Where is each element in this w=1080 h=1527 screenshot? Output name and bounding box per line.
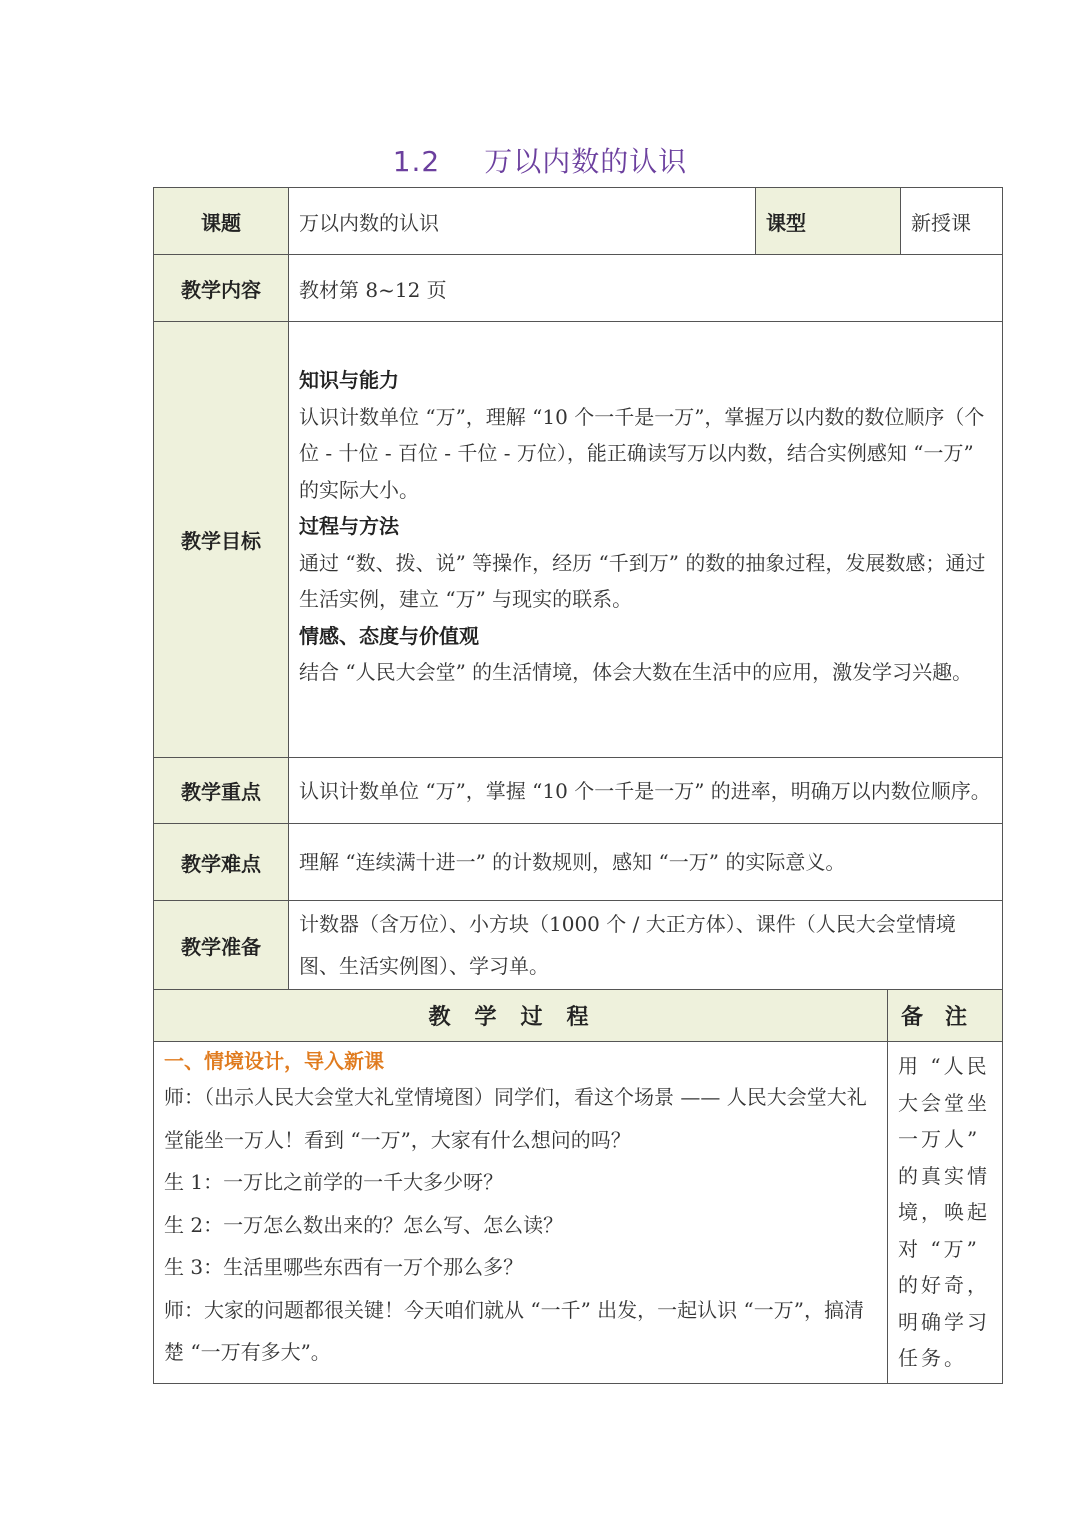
process-line: 生 3：生活里哪些东西有一万个那么多？ xyxy=(164,1255,524,1279)
goal-heading-process: 过程与方法 xyxy=(299,514,399,538)
type-label: 课型 xyxy=(756,188,901,255)
key-label: 教学重点 xyxy=(154,758,289,824)
difficult-label: 教学难点 xyxy=(154,824,289,901)
lesson-plan-table xyxy=(153,187,1003,1384)
process-header: 教学过程 xyxy=(154,990,888,1042)
row-key-points xyxy=(154,758,1003,824)
goal-text-knowledge: 认识计数单位 “万”，理解 “10 个一千是一万”，掌握万以内数的数位顺序（个位 - 十位 - 百位 - 千位 - 万位），能正确读写万以内数，结合实例感知 “一万” 的实际大小。 xyxy=(299,404,985,502)
lesson-title: 万以内数的认识 xyxy=(484,145,688,178)
prep-label: 教学准备 xyxy=(154,901,289,990)
goal-heading-values: 情感、态度与价值观 xyxy=(299,623,479,648)
goal-text-process: 通过 “数、拨、说” 等操作，经历 “千到万” 的数的抽象过程，发展数感；通过生活实例，建立 “万” 与现实的联系。 xyxy=(299,550,986,611)
row-process-header xyxy=(154,990,1003,1042)
goals-label: 教学目标 xyxy=(154,322,289,758)
topic-value: 万以内数的认识 xyxy=(289,188,756,255)
section-title: 一、情境设计，导入新课 xyxy=(164,1049,384,1073)
note-content: 用 “人民大会堂坐一万人” 的真实情境，唤起对 “万” 的好奇，明确学习任务。 xyxy=(888,1042,1003,1384)
goal-heading-knowledge: 知识与能力 xyxy=(299,368,399,392)
process-content xyxy=(154,1042,888,1384)
row-difficult-points xyxy=(154,824,1003,901)
type-value: 新授课 xyxy=(901,188,1003,255)
goal-text-values: 结合 “人民大会堂” 的生活情境，体会大数在生活中的应用，激发学习兴趣。 xyxy=(299,660,973,684)
goals-content xyxy=(289,322,1003,758)
key-value: 认识计数单位 “万”，掌握 “10 个一千是一万” 的进率，明确万以内数位顺序。 xyxy=(289,758,1003,824)
content-value: 教材第 8~12 页 xyxy=(289,255,1003,322)
content-label: 教学内容 xyxy=(154,255,289,322)
notes-header: 备注 xyxy=(888,990,1003,1042)
page-title xyxy=(0,140,1080,180)
row-topic xyxy=(154,188,1003,255)
process-line: 师：大家的问题都很关键！今天咱们就从 “一千” 出发，一起认识 “一万”，搞清楚 “一万有多大”。 xyxy=(164,1297,864,1364)
row-content xyxy=(154,255,1003,322)
row-preparation xyxy=(154,901,1003,990)
topic-label: 课题 xyxy=(154,188,289,255)
process-line: 生 2：一万怎么数出来的？怎么写、怎么读？ xyxy=(164,1212,564,1237)
row-process-body xyxy=(154,1042,1003,1384)
difficult-value: 理解 “连续满十进一” 的计数规则，感知 “一万” 的实际意义。 xyxy=(289,824,1003,901)
prep-value: 计数器（含万位）、小方块（1000 个 / 大正方体）、课件（人民大会堂情境图、生活实例图）、学习单。 xyxy=(289,901,1003,990)
lesson-number: 1.2 xyxy=(392,145,441,178)
process-line: 师：（出示人民大会堂大礼堂情境图）同学们，看这个场景 —— 人民大会堂大礼堂能坐一万人！看到 “一万”，大家有什么想问的吗？ xyxy=(164,1085,867,1152)
row-goals xyxy=(154,322,1003,758)
process-line: 生 1：一万比之前学的一千大多少呀？ xyxy=(164,1170,504,1194)
